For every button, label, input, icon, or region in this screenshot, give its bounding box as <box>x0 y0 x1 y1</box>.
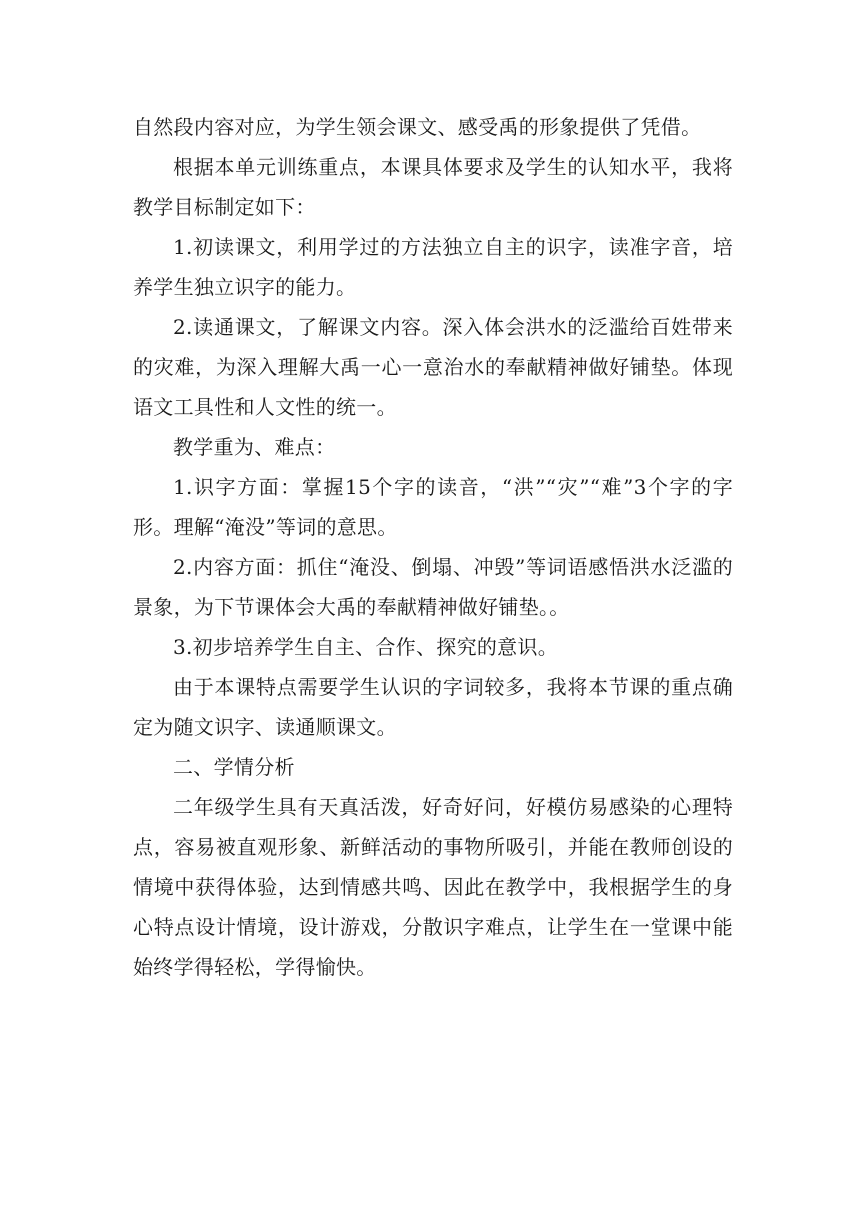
document-body <box>133 107 733 987</box>
paragraph-goal-2: 2.读通课文，了解课文内容。深入体会洪水的泛滥给百姓带来的灾难，为深入理解大禹一心一意治水的奉献精神做好铺垫。体现语文工具性和人文性的统一。 <box>133 315 733 419</box>
paragraph-student-analysis: 二年级学生具有天真活泼，好奇好问，好模仿易感染的心理特点，容易被直观形象、新鲜活动的事物所吸引，并能在教师创设的情境中获得体验，达到情感共鸣、因此在教学中，我根据学生的身心特点设计情境，设计游戏，分散识字难点，让学生在一堂课中能始终学得轻松，学得愉快。 <box>133 795 733 979</box>
paragraph-teaching-goals-intro: 根据本单元训练重点，本课具体要求及学生的认知水平，我将教学目标制定如下： <box>133 155 733 219</box>
paragraph-key-point-2: 2.内容方面：抓住“淹没、倒塌、冲毁”等词语感悟洪水泛滥的景象，为下节课体会大禹的奉献精神做好铺垫。。 <box>133 555 733 619</box>
section-heading-student-analysis: 二、学情分析 <box>173 755 295 779</box>
paragraph-key-point-1: 1.识字方面：掌握15个字的读音，“洪”“灾”“难”3个字的字形。理解“淹没”等词的意思。 <box>133 475 733 539</box>
paragraph-continuation: 自然段内容对应，为学生领会课文、感受禹的形象提供了凭借。 <box>133 115 702 139</box>
paragraph-goal-1: 1.初读课文，利用学过的方法独立自主的识字，读准字音，培养学生独立识字的能力。 <box>133 235 733 299</box>
paragraph-key-point-3: 3.初步培养学生自主、合作、探究的意识。 <box>173 635 559 659</box>
paragraph-key-points-heading: 教学重为、难点： <box>173 435 336 459</box>
paragraph-lesson-focus: 由于本课特点需要学生认识的字词较多，我将本节课的重点确定为随文识字、读通顺课文。 <box>133 675 733 739</box>
